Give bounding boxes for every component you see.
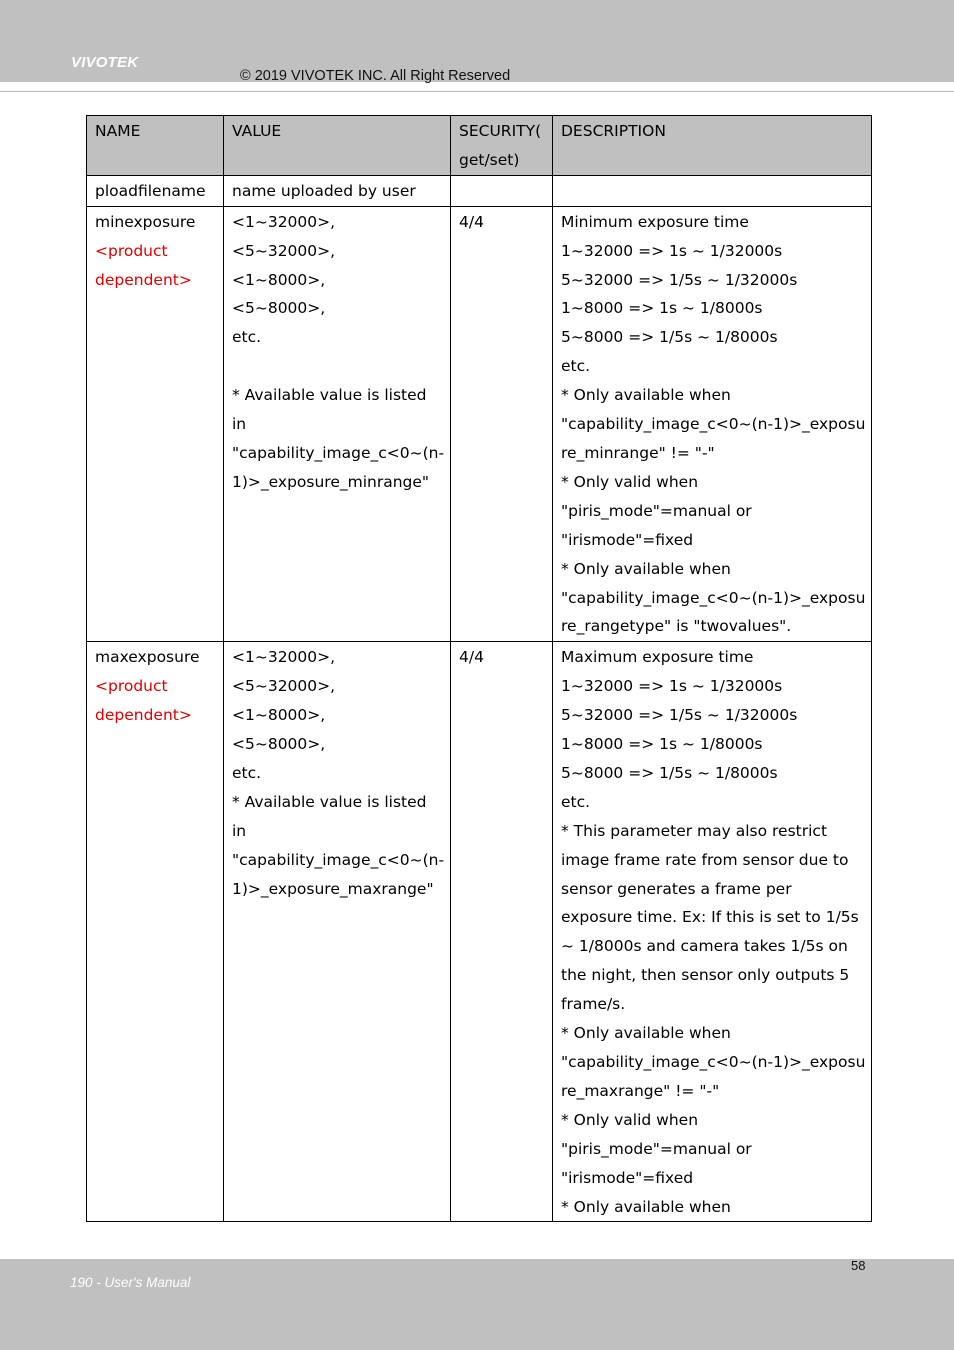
text-line: * Available value is listed xyxy=(232,792,427,811)
text-line: 1~32000 => 1s ~ 1/32000s xyxy=(561,241,783,260)
cell-description xyxy=(553,642,872,1222)
cell-security xyxy=(451,206,553,642)
brand-logo: VIVOTEK xyxy=(71,54,139,71)
text-line: <5~8000>, xyxy=(232,735,326,754)
param-security: 4/4 xyxy=(459,212,484,231)
text-line: etc. xyxy=(561,792,591,811)
text-line: dependent> xyxy=(95,270,192,289)
text-line: 5~8000 => 1/5s ~ 1/8000s xyxy=(561,328,778,347)
text-line: <1~8000>, xyxy=(232,706,326,725)
param-security: 4/4 xyxy=(459,648,484,667)
table-row xyxy=(87,175,872,206)
text-line: the night, then sensor only outputs 5 xyxy=(561,966,850,985)
text-line: Minimum exposure time xyxy=(561,212,749,231)
text-line: re_maxrange" != "-" xyxy=(561,1081,720,1100)
column-header-name xyxy=(87,116,224,176)
text-line: 5~32000 => 1/5s ~ 1/32000s xyxy=(561,706,798,725)
text-line: <product xyxy=(95,677,168,696)
cell-value xyxy=(224,175,451,206)
column-header-value xyxy=(224,116,451,176)
param-value: name uploaded by user xyxy=(232,181,416,200)
text-line: * This parameter may also restrict xyxy=(561,821,828,840)
text-line: etc. xyxy=(561,357,591,376)
table-row xyxy=(87,642,872,1222)
text-line: "capability_image_c<0~(n-1)>_exposu xyxy=(561,588,866,607)
column-header-label: DESCRIPTION xyxy=(561,122,666,140)
table-header-row xyxy=(87,116,872,176)
text-line: "capability_image_c<0~(n- xyxy=(232,443,445,462)
cell-description xyxy=(553,175,872,206)
column-header-security xyxy=(451,116,553,176)
parameter-table xyxy=(86,115,872,1222)
text-line: re_minrange" != "-" xyxy=(561,443,715,462)
page-number: 58 xyxy=(851,1258,866,1273)
text-line: * Available value is listed xyxy=(232,386,427,405)
cell-security xyxy=(451,642,553,1222)
text-line: ~ 1/8000s and camera takes 1/5s on xyxy=(561,937,848,956)
text-line: <5~32000>, xyxy=(232,677,336,696)
text-line: etc. xyxy=(232,328,262,347)
footer-manual-label: 190 - User's Manual xyxy=(70,1275,191,1290)
text-line: <5~32000>, xyxy=(232,241,336,260)
cell-name xyxy=(87,175,224,206)
text-line: 1)>_exposure_maxrange" xyxy=(232,879,434,898)
column-header-description xyxy=(553,116,872,176)
text-line: sensor generates a frame per xyxy=(561,879,792,898)
text-line: * Only available when xyxy=(561,386,731,405)
text-line: 5~8000 => 1/5s ~ 1/8000s xyxy=(561,763,778,782)
text-line: <1~8000>, xyxy=(232,270,326,289)
cell-security xyxy=(451,175,553,206)
text-line: "irismode"=fixed xyxy=(561,530,694,549)
copyright-text: © 2019 VIVOTEK INC. All Right Reserved xyxy=(240,68,511,84)
text-line: <5~8000>, xyxy=(232,299,326,318)
product-dependent-note xyxy=(95,672,215,730)
text-line: image frame rate from sensor due to xyxy=(561,850,849,869)
text-line: * Only available when xyxy=(561,1197,731,1216)
text-line: 1~8000 => 1s ~ 1/8000s xyxy=(561,299,763,318)
column-header-label: VALUE xyxy=(232,122,282,140)
column-header-label: get/set) xyxy=(459,150,520,169)
footer-band xyxy=(0,1259,954,1350)
param-value xyxy=(232,208,445,497)
text-line: "piris_mode"=manual or xyxy=(561,1139,752,1158)
text-line: "irismode"=fixed xyxy=(561,1168,694,1187)
column-header-label: NAME xyxy=(95,122,141,140)
param-name: minexposure xyxy=(95,212,196,231)
text-line: 1~32000 => 1s ~ 1/32000s xyxy=(561,677,783,696)
text-line: <1~32000>, xyxy=(232,212,336,231)
text-line: * Only available when xyxy=(561,1024,731,1043)
text-line: 5~32000 => 1/5s ~ 1/32000s xyxy=(561,270,798,289)
cell-name xyxy=(87,206,224,642)
text-line: re_rangetype" is "twovalues". xyxy=(561,617,792,636)
header-divider xyxy=(0,91,954,92)
param-name: ploadfilename xyxy=(95,181,206,200)
text-line: etc. xyxy=(232,763,262,782)
cell-name xyxy=(87,642,224,1222)
text-line: "capability_image_c<0~(n-1)>_exposu xyxy=(561,415,866,434)
text-line: dependent> xyxy=(95,706,192,725)
param-value xyxy=(232,643,445,903)
cell-value xyxy=(224,206,451,642)
text-line: <product xyxy=(95,241,168,260)
text-line: exposure time. Ex: If this is set to 1/5s xyxy=(561,908,859,927)
text-line: "capability_image_c<0~(n- xyxy=(232,850,445,869)
text-line: in xyxy=(232,415,247,434)
table-row xyxy=(87,206,872,642)
param-description xyxy=(561,208,866,642)
text-line: * Only available when xyxy=(561,559,731,578)
text-line: "capability_image_c<0~(n-1)>_exposu xyxy=(561,1053,866,1071)
text-line xyxy=(232,352,442,381)
cell-value xyxy=(224,642,451,1222)
param-name: maxexposure xyxy=(95,648,200,667)
column-header-label: SECURITY( xyxy=(459,122,542,140)
text-line: frame/s. xyxy=(561,995,626,1014)
text-line: 1)>_exposure_minrange" xyxy=(232,472,430,491)
text-line: 1~8000 => 1s ~ 1/8000s xyxy=(561,735,763,754)
text-line: "piris_mode"=manual or xyxy=(561,501,752,520)
product-dependent-note xyxy=(95,237,215,295)
text-line: Maximum exposure time xyxy=(561,648,754,667)
text-line: * Only valid when xyxy=(561,1110,699,1129)
text-line: in xyxy=(232,821,247,840)
text-line: * Only valid when xyxy=(561,472,699,491)
text-line: <1~32000>, xyxy=(232,648,336,667)
cell-description xyxy=(553,206,872,642)
param-description xyxy=(561,643,866,1221)
